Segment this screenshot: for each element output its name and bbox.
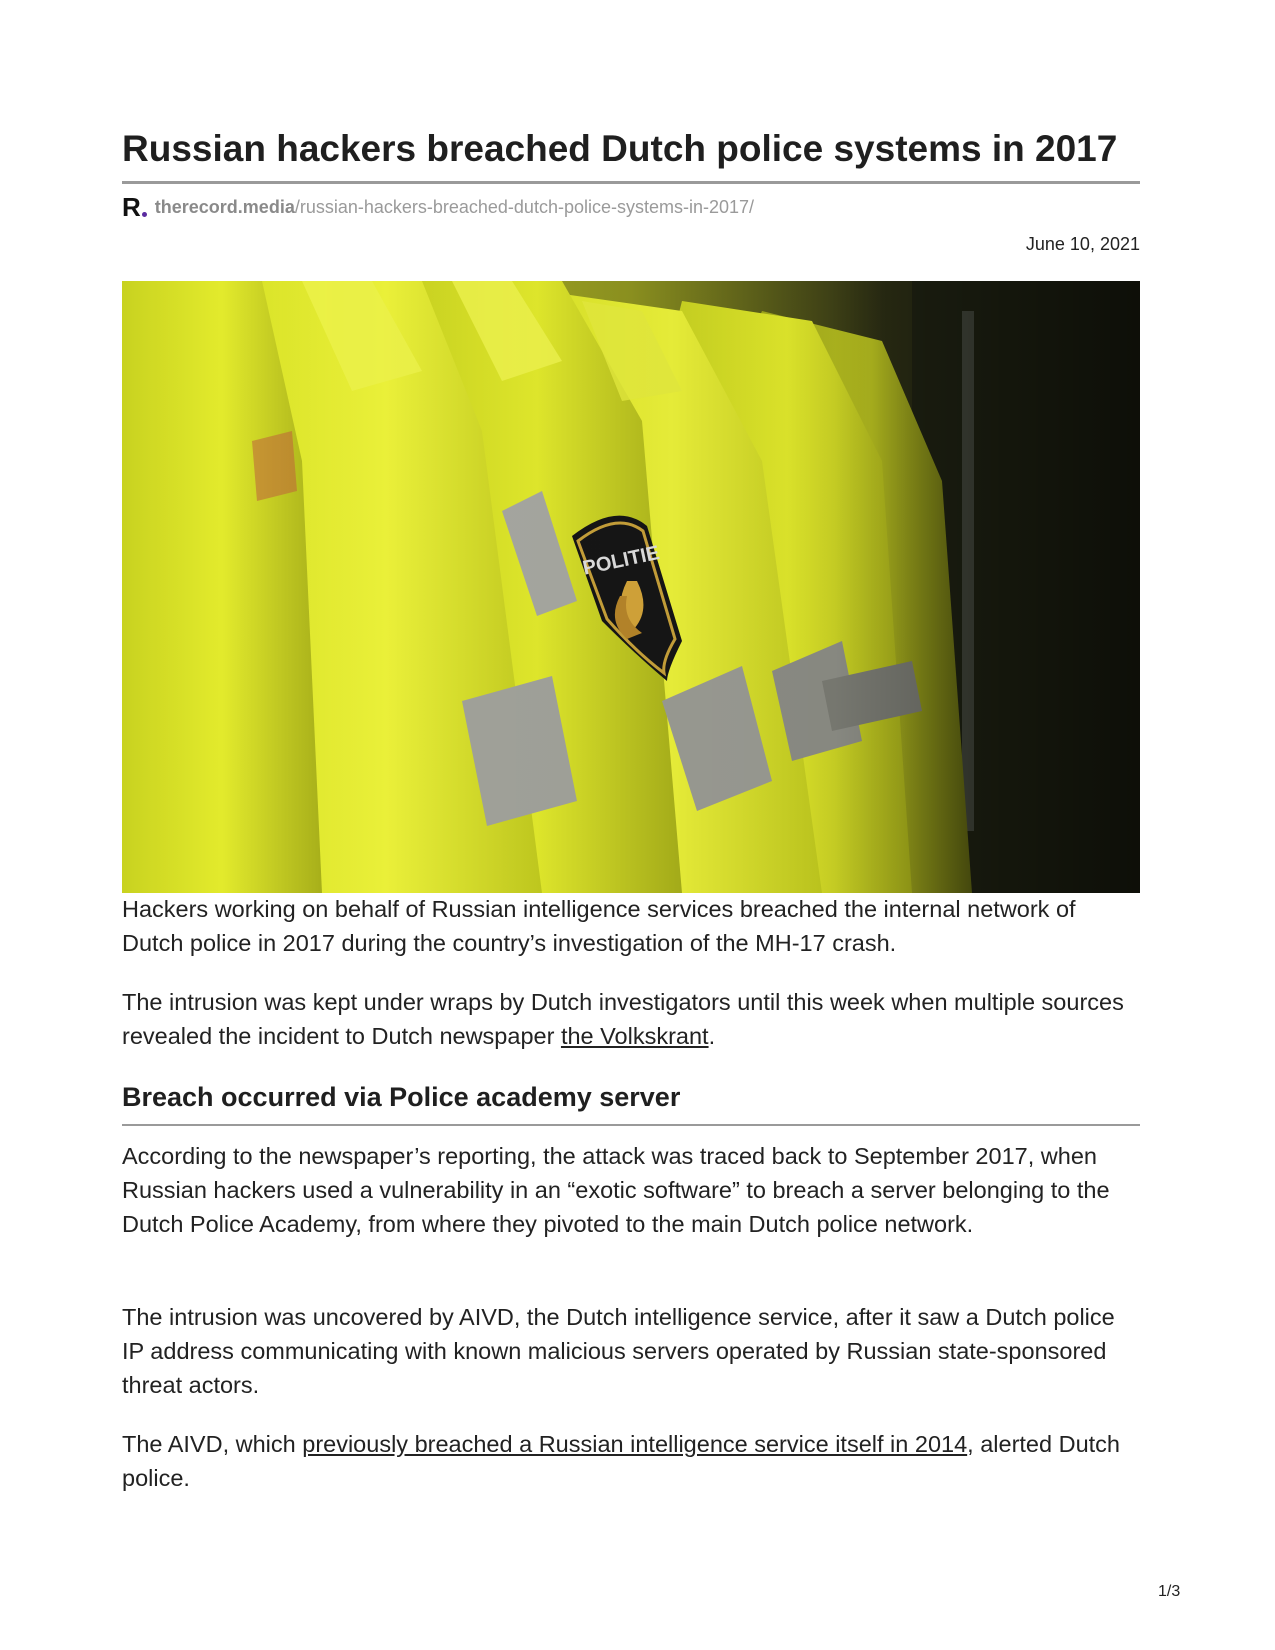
police-uniform-jackets-photo [122,281,1140,893]
article-title: Russian hackers breached Dutch police systems in 2017 [122,128,1118,169]
section-heading: Breach occurred via Police academy server [122,1082,681,1112]
p2-end: . [708,1023,716,1049]
paragraph-aivd-alert [122,1427,1140,1495]
therecord-r-logo-icon [122,192,147,222]
source-domain[interactable]: therecord.media [154,196,295,217]
hero-image [122,281,1140,893]
p2-text: The intrusion was kept under wraps by Dutch investigators until this week when multiple sources revealed the incident to Dutch newspaper [122,989,1124,1049]
aivd-2014-link[interactable]: previously breached a Russian intelligence service itself in 2014 [302,1431,968,1457]
p5-end: , alerted Dutch police. [122,1431,1120,1491]
paragraph-volkskrant [122,985,1140,1053]
paragraph-intro: Hackers working on behalf of Russian intelligence services breached the internal network of Dutch police in 2017 during the country’s investigation of the MH-17 crash. [122,896,1076,956]
logo-dot [142,212,147,217]
section-divider [122,1124,1140,1126]
paragraph-attack-trace: According to the newspaper’s reporting, the attack was traced back to September 2017, when Russian hackers used a vulnerability in an “exotic software” to breach a server belonging to the Dutch Police Academy, from where they pivoted to the main Dutch police network. [122,1143,1110,1237]
title-divider [122,181,1140,184]
source-path[interactable]: /russian-hackers-breached-dutch-police-systems-in-2017/ [294,196,755,217]
page-number: 1/3 [1158,1583,1181,1600]
source-url[interactable] [122,192,755,222]
publish-date: June 10, 2021 [1025,234,1140,254]
p5-text: The AIVD, which [122,1431,303,1457]
volkskrant-link[interactable]: the Volkskrant [560,1023,709,1049]
logo-letter: R [122,192,141,222]
paragraph-aivd-discovery: The intrusion was uncovered by AIVD, the Dutch intelligence service, after it saw a Dutch police IP address communicating with known malicious servers operated by Russian state-sponsored threat actors. [122,1304,1115,1398]
